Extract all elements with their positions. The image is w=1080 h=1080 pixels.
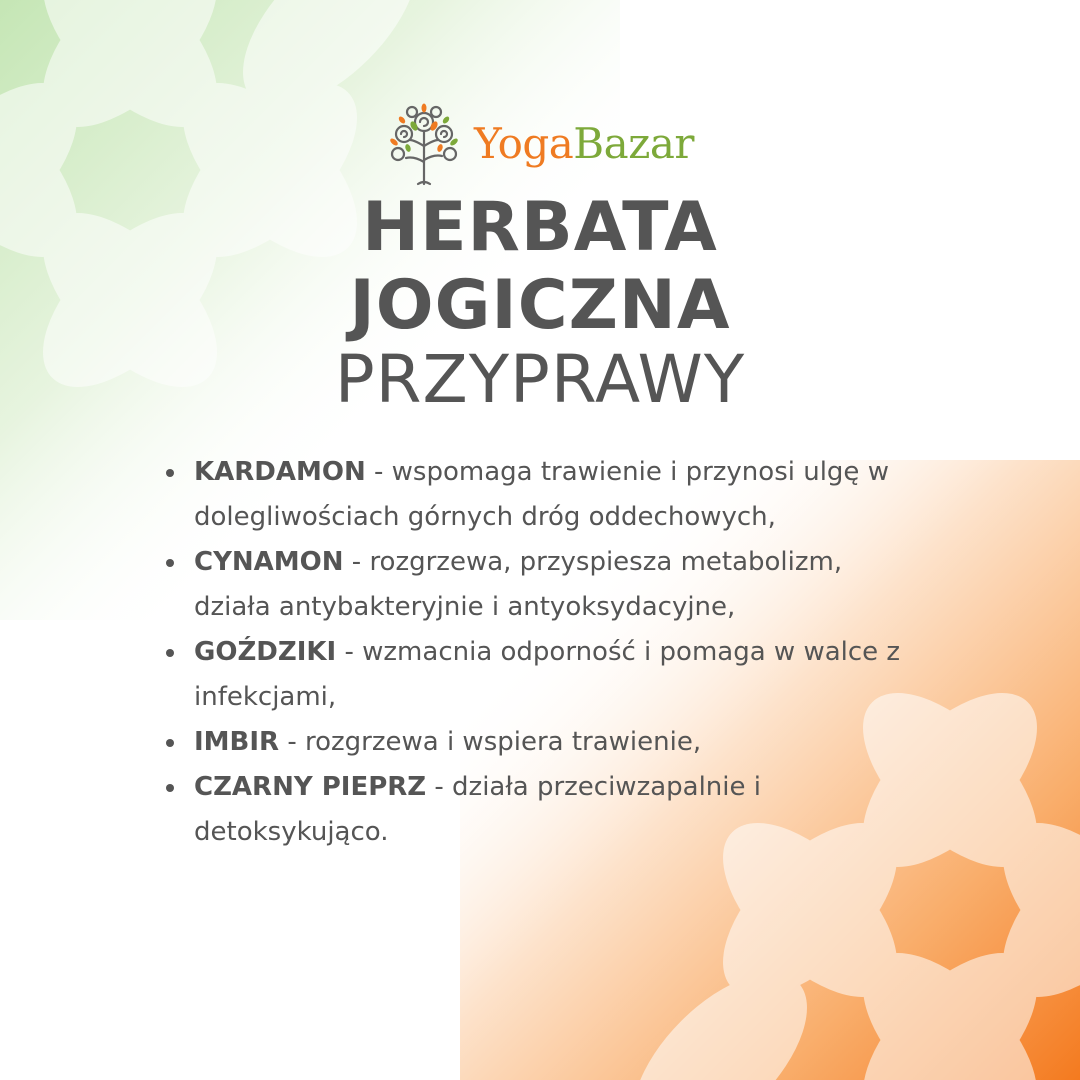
subtitle: PRZYPRAWY (334, 341, 746, 418)
bullet-icon (166, 559, 174, 567)
list-item (166, 630, 926, 720)
bullet-icon (166, 649, 174, 657)
spice-description: - działa przeciwzapalnie i detoksykująco. (194, 772, 761, 847)
title-line-1: HERBATA (362, 188, 718, 267)
spice-description: - wspomaga trawienie i przynosi ulgę w dolegliwościach górnych dróg oddechowych, (194, 457, 889, 532)
bullet-icon (166, 469, 174, 477)
yogabazar-logo (384, 100, 704, 190)
brand-name-bazar: Bazar (573, 119, 694, 168)
title-line-2: JOGICZNA (349, 266, 731, 345)
brand-name (474, 116, 694, 172)
brand-name-yoga: Yoga (474, 119, 574, 168)
bullet-icon (166, 784, 174, 792)
spice-name: IMBIR (194, 727, 280, 757)
spice-description: - rozgrzewa, przyspiesza metabolizm, działa antybakteryjnie i antyoksydacyjne, (194, 547, 843, 622)
tree-icon (384, 100, 464, 186)
spice-name: KARDAMON (194, 457, 366, 487)
spice-list (166, 450, 926, 855)
spice-description: - rozgrzewa i wspiera trawienie, (279, 727, 702, 757)
spice-name: GOŹDZIKI (194, 637, 337, 667)
list-item (166, 765, 926, 855)
list-item (166, 720, 926, 765)
spice-name: CYNAMON (194, 547, 344, 577)
spice-description: - wzmacnia odporność i pomaga w walce z infekcjami, (194, 637, 901, 712)
bullet-icon (166, 739, 174, 747)
spice-name: CZARNY PIEPRZ (194, 772, 427, 802)
list-item (166, 540, 926, 630)
list-item (166, 450, 926, 540)
